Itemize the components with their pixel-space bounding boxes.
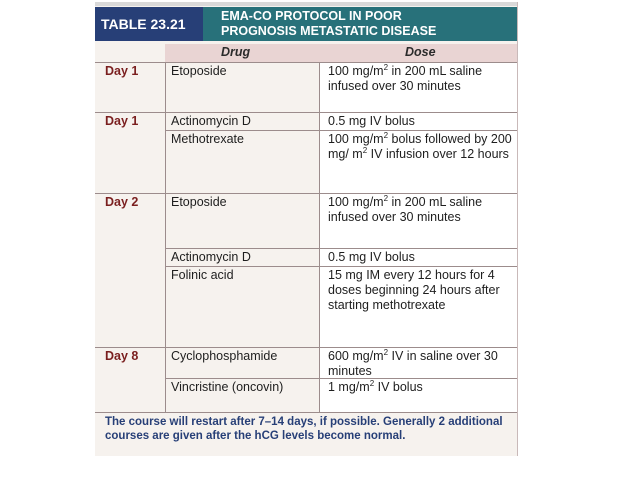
dose-text: IV infusion over 12 hours [367, 147, 509, 161]
protocol-table [95, 2, 518, 456]
row-drug: Folinic acid [165, 266, 319, 347]
row-dose [319, 112, 517, 130]
unit-exponent: 2 [383, 62, 389, 72]
row-day: Day 1 [105, 64, 139, 78]
row-drug: Cyclophosphamide [165, 347, 319, 378]
row-drug: Etoposide [165, 62, 319, 112]
row-drug: Methotrexate [165, 130, 319, 193]
row-divider [95, 62, 517, 63]
row-dose [319, 378, 517, 412]
row-dose [319, 62, 517, 112]
unit-exponent: 2 [383, 347, 389, 357]
dose-text: 600 mg/m [328, 349, 384, 363]
row-day [95, 378, 165, 412]
table-title [203, 7, 517, 41]
unit-exponent: 2 [362, 145, 368, 155]
row-day [95, 248, 165, 266]
unit-exponent: 2 [369, 378, 375, 388]
row-day: Day 1 [105, 114, 139, 128]
dose-text: IV bolus [374, 380, 423, 394]
dose-text: 15 mg IM every 12 hours for 4 doses beginning 24 hours after starting methotrexate [328, 268, 500, 312]
row-dose [319, 248, 517, 266]
row-drug: Vincristine (oncovin) [165, 378, 319, 412]
row-drug: Actinomycin D [165, 248, 319, 266]
table-footnote: The course will restart after 7–14 days, if possible. Generally 2 additional courses are given after the hCG levels become normal. [105, 416, 503, 442]
row-dose [319, 266, 517, 347]
row-day: Day 2 [105, 195, 139, 209]
row-divider [95, 193, 517, 194]
header-dose: Dose [405, 45, 436, 59]
row-dose [319, 193, 517, 248]
table-header-row [165, 44, 517, 62]
dose-text: 100 mg/m [328, 132, 384, 146]
row-divider [165, 378, 517, 379]
table-title-line-2: PROGNOSIS METASTATIC DISEASE [221, 24, 437, 38]
row-day [95, 266, 165, 347]
row-day: Day 8 [105, 349, 139, 363]
dose-text: 0.5 mg IV bolus [328, 250, 415, 264]
row-day [95, 130, 165, 193]
row-drug: Etoposide [165, 193, 319, 248]
header-drug: Drug [221, 45, 251, 59]
row-dose [319, 347, 517, 378]
row-divider [95, 112, 517, 113]
row-divider [165, 266, 517, 267]
row-dose [319, 130, 517, 193]
unit-exponent: 2 [383, 193, 389, 203]
dose-text: in 200 mL saline infused over 30 minutes [328, 64, 483, 93]
dose-text: bolus followed by 200 mg/ m [328, 132, 512, 161]
dose-text: 100 mg/m [328, 195, 384, 209]
dose-text: in 200 mL saline infused over 30 minutes [328, 195, 483, 224]
top-strip [95, 2, 517, 6]
row-drug: Actinomycin D [165, 112, 319, 130]
row-divider [95, 347, 517, 348]
row-divider [165, 248, 517, 249]
unit-exponent: 2 [383, 130, 389, 140]
table-body [95, 62, 517, 412]
dose-text: 1 mg/m [328, 380, 370, 394]
row-divider [165, 130, 517, 131]
dose-text: 0.5 mg IV bolus [328, 114, 415, 128]
dose-text: IV in saline over 30 minutes [328, 349, 498, 378]
dose-text: 100 mg/m [328, 64, 384, 78]
table-label: TABLE 23.21 [95, 7, 203, 41]
table-title-line-1: EMA-CO PROTOCOL IN POOR [221, 9, 402, 23]
